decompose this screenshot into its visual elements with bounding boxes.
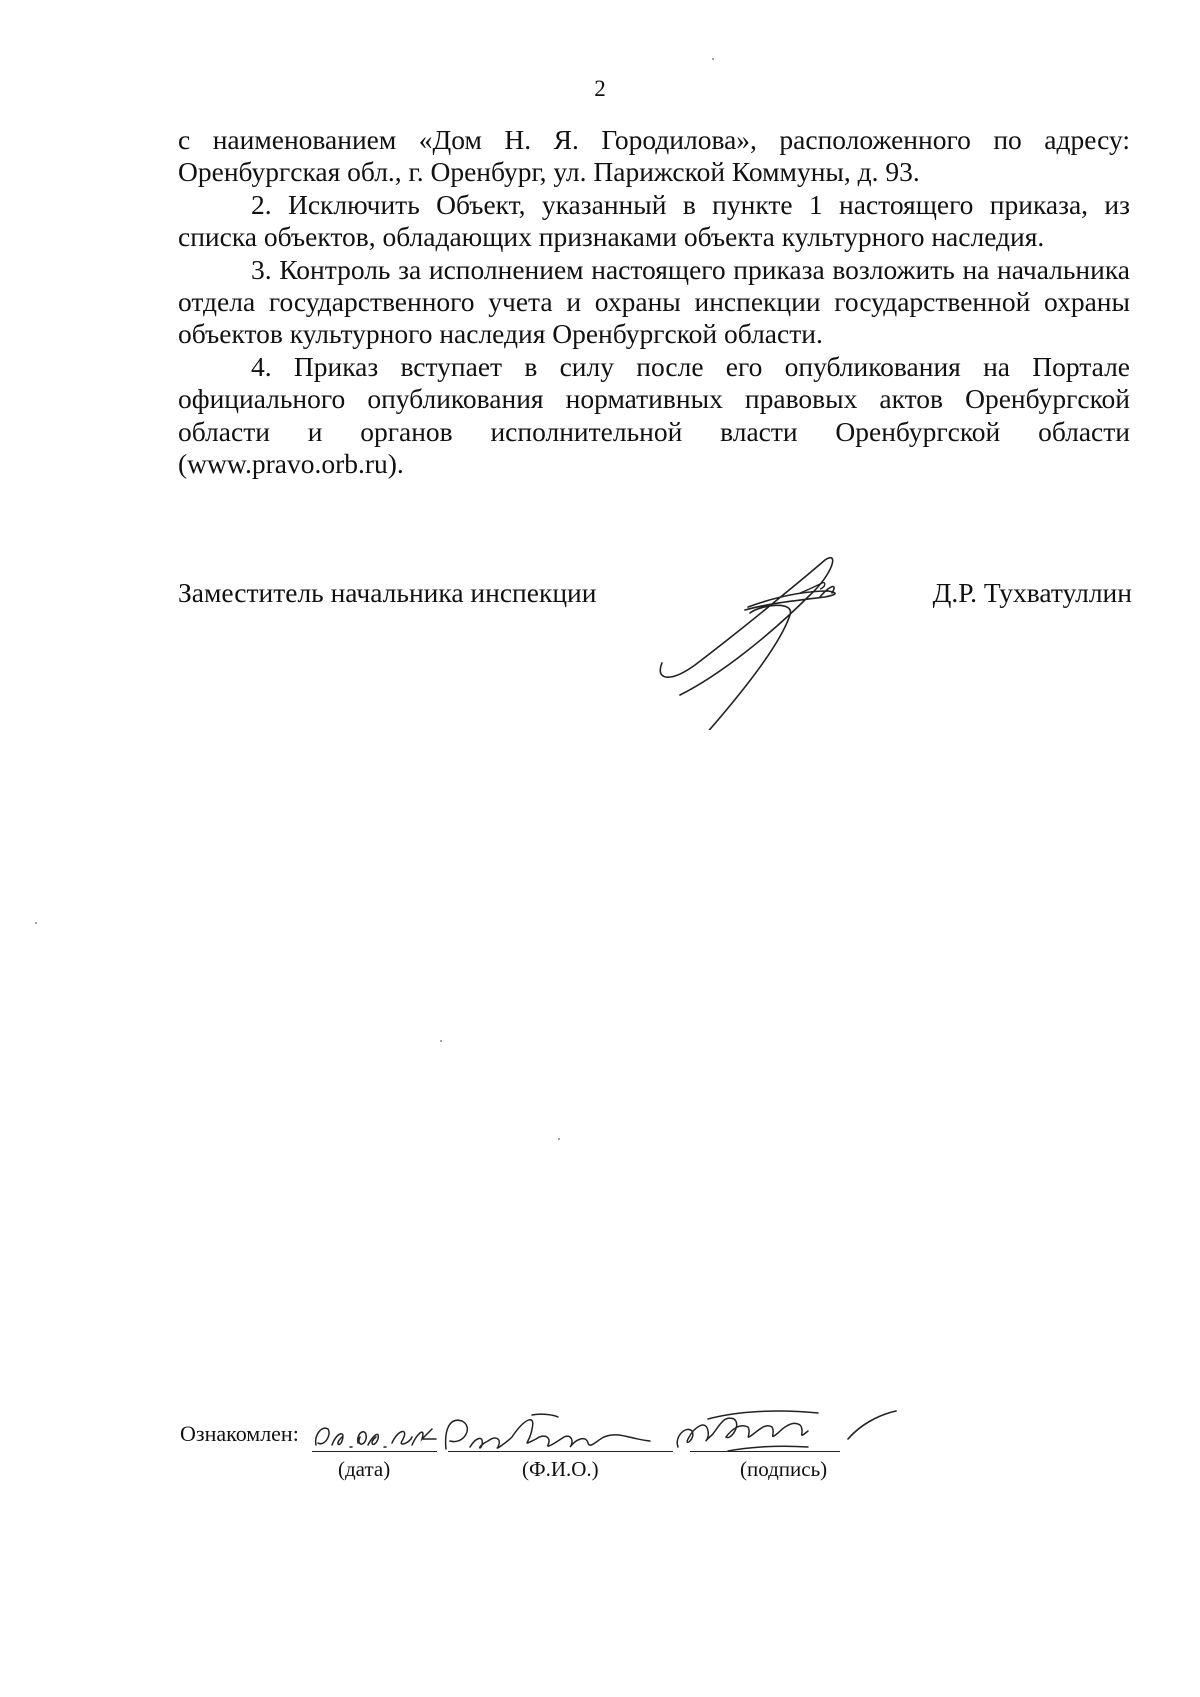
signature-caption: (подпись) bbox=[740, 1457, 828, 1481]
signatory-title: Заместитель начальника инспекции bbox=[178, 577, 597, 608]
handwritten-date bbox=[312, 1407, 442, 1455]
director-signature bbox=[650, 555, 910, 730]
scan-speck bbox=[712, 58, 714, 60]
acknowledgement-label: Ознакомлен: bbox=[180, 1421, 299, 1446]
acknowledgement-row bbox=[180, 1413, 980, 1503]
signatory-name: Д.Р. Тухватуллин bbox=[932, 577, 1132, 608]
scan-speck bbox=[35, 922, 37, 924]
paragraph-object-name: с наименованием «Дом Н. Я. Городилова», расположенного по адресу: Оренбургская обл., г. Оренбург, ул. Парижской Коммуны, д. 93. bbox=[178, 124, 1130, 188]
handwritten-name bbox=[440, 1409, 680, 1457]
paragraph-item-4: 4. Приказ вступает в силу после его опубликования на Портале официального опубликования нормативных правовых актов Оренбургской области и органов исполнительной власти Оренбургской области (www.pravo.orb.ru). bbox=[178, 350, 1130, 480]
paragraph-item-3: 3. Контроль за исполнением настоящего приказа возложить на начальника отдела государственного учета и охраны инспекции государственной охраны объектов культурного наследия Оренбургской области. bbox=[178, 253, 1130, 350]
name-caption: (Ф.И.О.) bbox=[522, 1457, 599, 1481]
scan-speck bbox=[440, 1040, 442, 1042]
page-number: 2 bbox=[594, 76, 606, 101]
date-caption: (дата) bbox=[338, 1457, 391, 1481]
document-body bbox=[178, 124, 1130, 480]
handwritten-signature bbox=[668, 1401, 908, 1461]
paragraph-item-2: 2. Исключить Объект, указанный в пункте 1 настоящего приказа, из списка объектов, обладающих признаками объекта культурного наследия. bbox=[178, 188, 1130, 253]
scan-speck bbox=[558, 1138, 560, 1140]
